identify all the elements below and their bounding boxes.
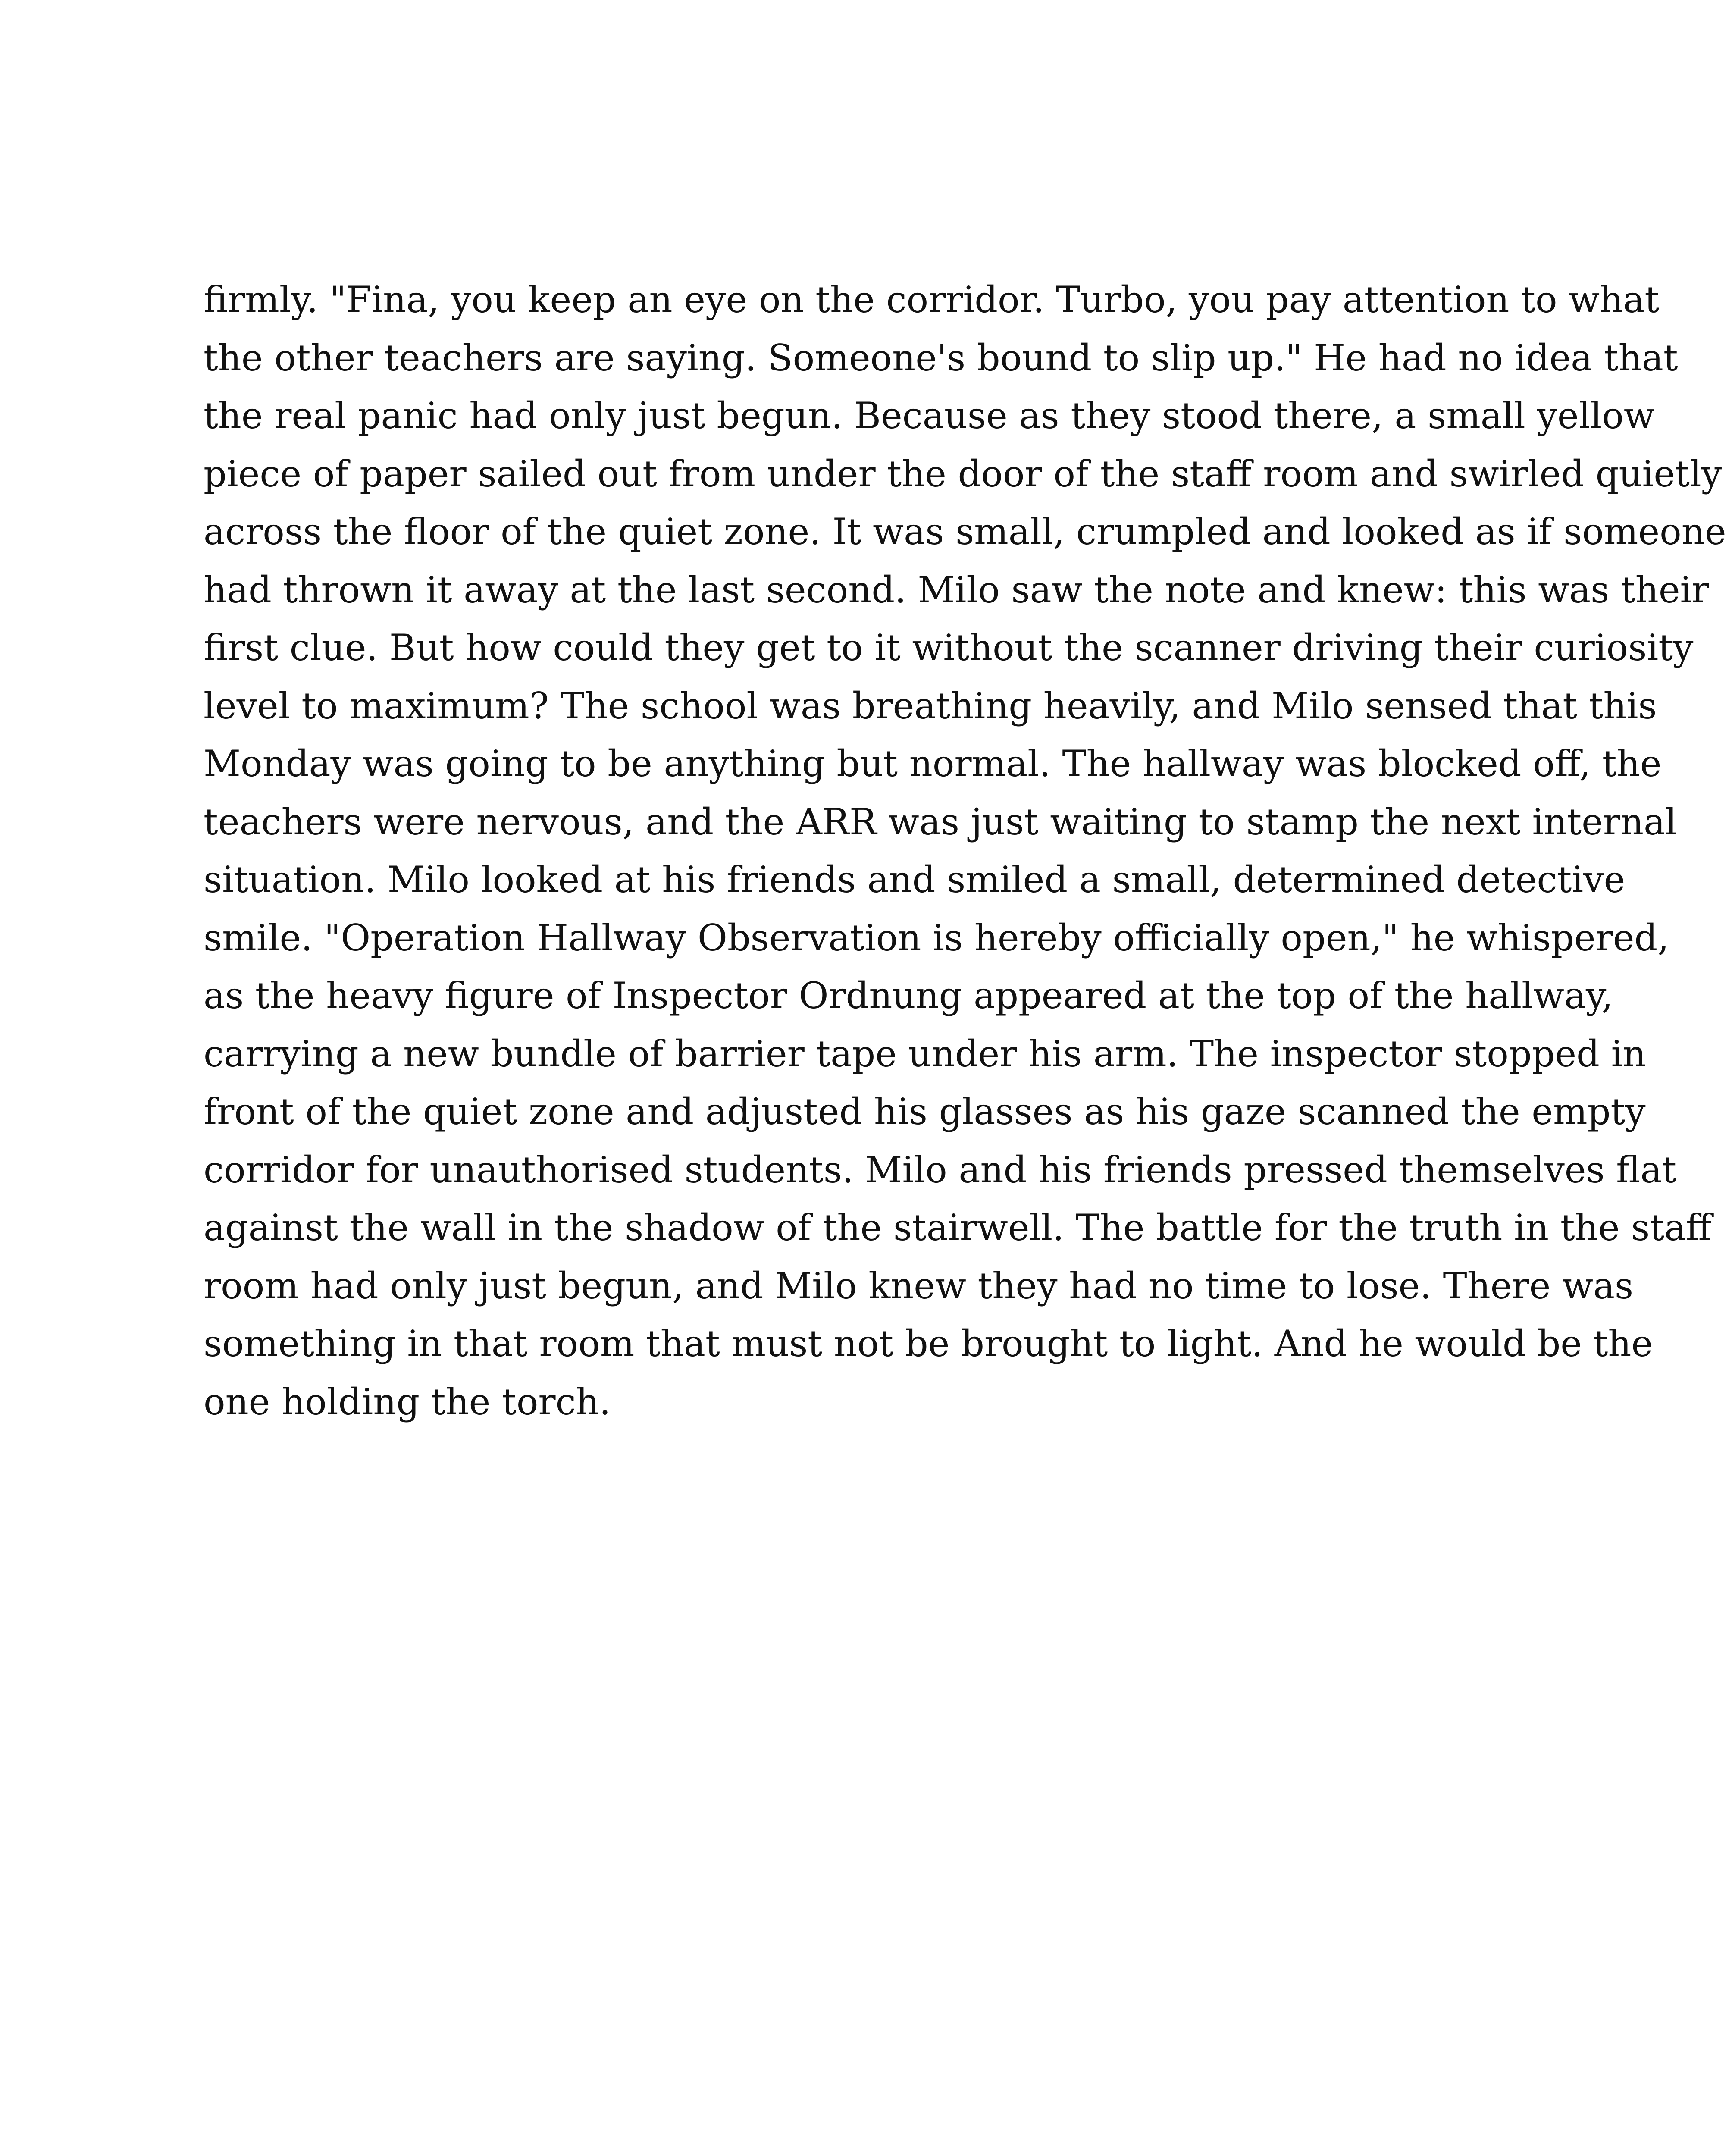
text-line: carrying a new bundle of barrier tape under his arm. The inspector stopped in — [204, 1032, 1646, 1075]
text-line: as the heavy figure of Inspector Ordnung appeared at the top of the hallway, — [204, 975, 1613, 1017]
text-line: across the floor of the quiet zone. It was small, crumpled and looked as if someone — [204, 511, 1726, 553]
text-line: Monday was going to be anything but normal. The hallway was blocked off, the — [204, 743, 1662, 785]
text-line: first clue. But how could they get to it without the scanner driving their curiosity — [204, 627, 1694, 669]
text-line: the real panic had only just begun. Because as they stood there, a small yellow — [204, 395, 1655, 437]
text-line: room had only just begun, and Milo knew they had no time to lose. There was — [204, 1264, 1634, 1307]
text-line: one holding the torch. — [204, 1380, 611, 1423]
text-line: front of the quiet zone and adjusted his glasses as his gaze scanned the empty — [204, 1091, 1646, 1133]
text-line: the other teachers are saying. Someone's bound to slip up." He had no idea that — [204, 336, 1678, 379]
text-line: situation. Milo looked at his friends and smiled a small, determined detective — [204, 859, 1626, 901]
text-line: something in that room that must not be brought to light. And he would be the — [204, 1322, 1653, 1365]
text-line: piece of paper sailed out from under the door of the staff room and swirled quietly — [204, 452, 1722, 495]
text-line: level to maximum? The school was breathing heavily, and Milo sensed that this — [204, 684, 1657, 727]
text-line: smile. "Operation Hallway Observation is hereby officially open," he whispered, — [204, 916, 1669, 959]
body-paragraph — [204, 271, 1726, 1431]
text-line: corridor for unauthorised students. Milo and his friends pressed themselves flat — [204, 1148, 1677, 1191]
text-line: against the wall in the shadow of the stairwell. The battle for the truth in the staff — [204, 1206, 1712, 1249]
text-line: teachers were nervous, and the ARR was just waiting to stamp the next internal — [204, 800, 1677, 843]
text-line: firmly. "Fina, you keep an eye on the corridor. Turbo, you pay attention to what — [204, 279, 1660, 321]
text-line: had thrown it away at the last second. Milo saw the note and knew: this was their — [204, 568, 1709, 611]
